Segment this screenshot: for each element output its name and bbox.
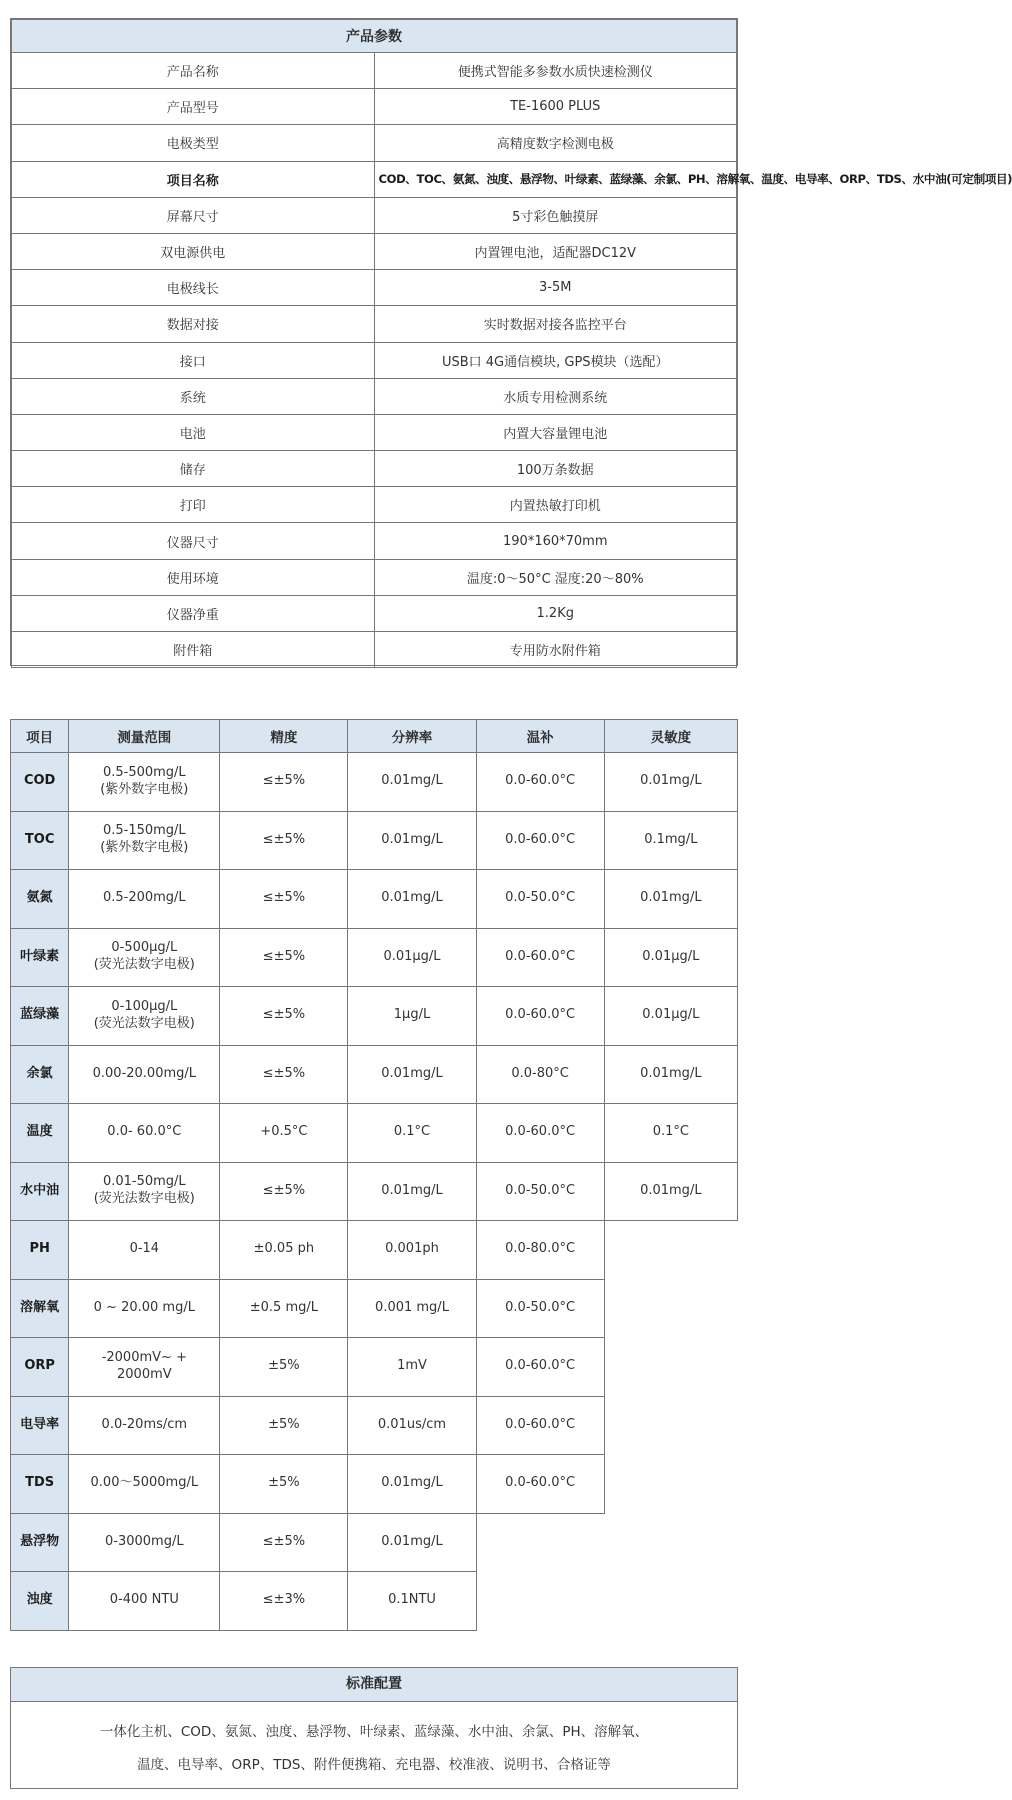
perf-row bbox=[11, 1572, 738, 1631]
perf-range-value: 0 ~ 20.00 mg/L bbox=[93, 1299, 195, 1315]
spec-label: 双电源供电 bbox=[12, 233, 375, 269]
perf-sensitivity: 0.1mg/L bbox=[604, 811, 737, 870]
perf-range bbox=[69, 870, 220, 929]
perf-row bbox=[11, 1279, 738, 1338]
measurement-performance-table bbox=[10, 719, 738, 1631]
spec-value: 内置大容量锂电池 bbox=[374, 414, 737, 450]
perf-range-value: 0-100μg/L bbox=[111, 998, 178, 1014]
spec-label: 打印 bbox=[12, 487, 375, 523]
perf-resolution: 0.01μg/L bbox=[348, 928, 476, 987]
perf-temp-comp: 0.0-50.0°C bbox=[476, 1162, 604, 1221]
perf-temp-comp: 0.0-60.0°C bbox=[476, 1338, 604, 1397]
perf-precision: ≤±5% bbox=[220, 928, 348, 987]
spec-value: 5寸彩色触摸屏 bbox=[374, 197, 737, 233]
spec-value: 内置热敏打印机 bbox=[374, 487, 737, 523]
spec-value: 高精度数字检测电极 bbox=[374, 125, 737, 161]
config-title: 标准配置 bbox=[11, 1668, 737, 1702]
spec-label: 产品名称 bbox=[12, 53, 375, 89]
perf-row bbox=[11, 753, 738, 812]
perf-range bbox=[69, 1104, 220, 1163]
perf-item-name: 温度 bbox=[11, 1104, 69, 1163]
perf-temp-comp: 0.0-60.0°C bbox=[476, 928, 604, 987]
perf-row bbox=[11, 1338, 738, 1397]
perf-empty-cell bbox=[604, 1455, 737, 1514]
config-line-2: 温度、电导率、ORP、TDS、附件便携箱、充电器、校准液、说明书、合格证等 bbox=[137, 1757, 611, 1773]
perf-range bbox=[69, 1338, 220, 1397]
perf-range bbox=[69, 1513, 220, 1572]
spec-row bbox=[12, 125, 737, 161]
perf-sensitivity: 0.1°C bbox=[604, 1104, 737, 1163]
perf-precision: ≤±5% bbox=[220, 811, 348, 870]
spec-label: 仪器尺寸 bbox=[12, 523, 375, 559]
perf-range bbox=[69, 1396, 220, 1455]
spec-label: 系统 bbox=[12, 378, 375, 414]
perf-item-name: 电导率 bbox=[11, 1396, 69, 1455]
perf-range-value: 0-400 NTU bbox=[109, 1592, 179, 1608]
spec-label: 电极线长 bbox=[12, 270, 375, 306]
spec-value: TE-1600 PLUS bbox=[374, 89, 737, 125]
perf-resolution: 0.01mg/L bbox=[348, 870, 476, 929]
perf-range-value: -2000mV~ + 2000mV bbox=[101, 1349, 187, 1382]
spec-row bbox=[12, 233, 737, 269]
perf-temp-comp: 0.0-60.0°C bbox=[476, 1455, 604, 1514]
spec-row bbox=[12, 378, 737, 414]
perf-range-value: 0.5-200mg/L bbox=[102, 890, 186, 906]
perf-sensitivity: 0.01mg/L bbox=[604, 1045, 737, 1104]
perf-item-name: ORP bbox=[11, 1338, 69, 1397]
spec-row bbox=[12, 306, 737, 342]
perf-item-name: PH bbox=[11, 1221, 69, 1280]
perf-row bbox=[11, 928, 738, 987]
perf-temp-comp: 0.0-80°C bbox=[476, 1045, 604, 1104]
perf-row bbox=[11, 987, 738, 1046]
perf-empty-cell bbox=[476, 1513, 604, 1572]
perf-precision: ±0.5 mg/L bbox=[220, 1279, 348, 1338]
perf-range-value: 0.5-500mg/L bbox=[102, 764, 186, 780]
perf-item-name: 氨氮 bbox=[11, 870, 69, 929]
perf-header-range: 测量范围 bbox=[69, 720, 220, 753]
perf-temp-comp: 0.0-60.0°C bbox=[476, 1104, 604, 1163]
spec-value: COD、TOC、氨氮、浊度、悬浮物、叶绿素、蓝绿藻、余氯、PH、溶解氧、温度、电导率、ORP、TDS、水中油(可定制项目) bbox=[374, 161, 737, 197]
perf-range-note: (荧光法数字电极) bbox=[93, 1015, 195, 1031]
perf-precision: ≤±5% bbox=[220, 1045, 348, 1104]
perf-precision: ±0.05 ph bbox=[220, 1221, 348, 1280]
spec-row bbox=[12, 595, 737, 631]
perf-resolution: 0.01us/cm bbox=[348, 1396, 476, 1455]
spec-row bbox=[12, 487, 737, 523]
perf-precision: ≤±5% bbox=[220, 1162, 348, 1221]
spec-value: 190*160*70mm bbox=[374, 523, 737, 559]
perf-item-name: TOC bbox=[11, 811, 69, 870]
perf-header-temp-comp: 温补 bbox=[476, 720, 604, 753]
spec-value: 100万条数据 bbox=[374, 451, 737, 487]
perf-temp-comp: 0.0-60.0°C bbox=[476, 1396, 604, 1455]
perf-temp-comp: 0.0-60.0°C bbox=[476, 811, 604, 870]
perf-row bbox=[11, 1162, 738, 1221]
perf-item-name: 溶解氧 bbox=[11, 1279, 69, 1338]
perf-row bbox=[11, 1396, 738, 1455]
perf-range-value: 0-14 bbox=[129, 1241, 160, 1257]
perf-item-name: 余氯 bbox=[11, 1045, 69, 1104]
perf-range-value: 0.0-20ms/cm bbox=[101, 1416, 188, 1432]
perf-resolution: 0.01mg/L bbox=[348, 1045, 476, 1104]
perf-resolution: 0.01mg/L bbox=[348, 1162, 476, 1221]
spec-row bbox=[12, 559, 737, 595]
spec-row bbox=[12, 523, 737, 559]
perf-sensitivity: 0.01μg/L bbox=[604, 987, 737, 1046]
spec-label: 储存 bbox=[12, 451, 375, 487]
perf-range-note: (荧光法数字电极) bbox=[93, 1191, 195, 1207]
perf-resolution: 0.01mg/L bbox=[348, 753, 476, 812]
product-parameters-section bbox=[10, 18, 1012, 666]
perf-header-sensitivity: 灵敏度 bbox=[604, 720, 737, 753]
perf-empty-cell bbox=[604, 1338, 737, 1397]
perf-empty-cell bbox=[604, 1572, 737, 1631]
perf-header-row bbox=[11, 720, 738, 753]
perf-range bbox=[69, 753, 220, 812]
perf-empty-cell bbox=[604, 1279, 737, 1338]
perf-sensitivity: 0.01mg/L bbox=[604, 870, 737, 929]
standard-configuration-section bbox=[10, 1667, 738, 1789]
perf-empty-cell bbox=[604, 1221, 737, 1280]
spec-value: 1.2Kg bbox=[374, 595, 737, 631]
perf-resolution: 0.01mg/L bbox=[348, 1455, 476, 1514]
perf-item-name: 悬浮物 bbox=[11, 1513, 69, 1572]
perf-resolution: 0.1NTU bbox=[348, 1572, 476, 1631]
perf-row bbox=[11, 1455, 738, 1514]
product-parameters-table bbox=[11, 19, 1012, 668]
config-body bbox=[11, 1702, 737, 1782]
perf-range-note: (荧光法数字电极) bbox=[93, 957, 195, 973]
perf-resolution: 0.001 mg/L bbox=[348, 1279, 476, 1338]
perf-temp-comp: 0.0-60.0°C bbox=[476, 987, 604, 1046]
spec-value: 水质专用检测系统 bbox=[374, 378, 737, 414]
spec-value: 专用防水附件箱 bbox=[374, 632, 737, 668]
perf-range-value: 0.00～5000mg/L bbox=[90, 1475, 199, 1491]
perf-item-name: TDS bbox=[11, 1455, 69, 1514]
spec-value: 3-5M bbox=[374, 270, 737, 306]
perf-resolution: 1mV bbox=[348, 1338, 476, 1397]
perf-row bbox=[11, 1104, 738, 1163]
perf-temp-comp: 0.0-60.0°C bbox=[476, 753, 604, 812]
perf-item-name: COD bbox=[11, 753, 69, 812]
perf-header-precision: 精度 bbox=[220, 720, 348, 753]
spec-label: 仪器净重 bbox=[12, 595, 375, 631]
spec-row bbox=[12, 197, 737, 233]
spec-row bbox=[12, 89, 737, 125]
perf-row bbox=[11, 811, 738, 870]
spec-value: 实时数据对接各监控平台 bbox=[374, 306, 737, 342]
perf-precision: ≤±5% bbox=[220, 753, 348, 812]
perf-precision: ≤±3% bbox=[220, 1572, 348, 1631]
perf-range-value: 0.00-20.00mg/L bbox=[92, 1065, 197, 1081]
perf-precision: ±5% bbox=[220, 1455, 348, 1514]
perf-resolution: 0.01mg/L bbox=[348, 811, 476, 870]
perf-range-value: 0.5-150mg/L bbox=[102, 823, 186, 839]
perf-temp-comp: 0.0-50.0°C bbox=[476, 1279, 604, 1338]
perf-range bbox=[69, 1572, 220, 1631]
perf-sensitivity: 0.01mg/L bbox=[604, 1162, 737, 1221]
perf-resolution: 1μg/L bbox=[348, 987, 476, 1046]
perf-item-name: 浊度 bbox=[11, 1572, 69, 1631]
spec-label: 电极类型 bbox=[12, 125, 375, 161]
perf-range-note: (紫外数字电极) bbox=[100, 840, 189, 856]
perf-range-value: 0-500μg/L bbox=[111, 940, 178, 956]
perf-range bbox=[69, 1045, 220, 1104]
perf-header-resolution: 分辨率 bbox=[348, 720, 476, 753]
perf-range bbox=[69, 1279, 220, 1338]
perf-item-name: 蓝绿藻 bbox=[11, 987, 69, 1046]
perf-range-value: 0-3000mg/L bbox=[105, 1533, 184, 1549]
spec-label: 电池 bbox=[12, 414, 375, 450]
perf-precision: ≤±5% bbox=[220, 1513, 348, 1572]
spec-value: 便携式智能多参数水质快速检测仪 bbox=[374, 53, 737, 89]
perf-row bbox=[11, 1513, 738, 1572]
perf-range bbox=[69, 1162, 220, 1221]
spec-row bbox=[12, 53, 737, 89]
perf-temp-comp: 0.0-50.0°C bbox=[476, 870, 604, 929]
perf-precision: ≤±5% bbox=[220, 987, 348, 1046]
perf-precision: +0.5°C bbox=[220, 1104, 348, 1163]
perf-row bbox=[11, 1045, 738, 1104]
perf-resolution: 0.01mg/L bbox=[348, 1513, 476, 1572]
measurement-performance-section bbox=[10, 719, 738, 1639]
spec-row bbox=[12, 270, 737, 306]
perf-header-item: 项目 bbox=[11, 720, 69, 753]
spec-value: USB口 4G通信模块, GPS模块（选配） bbox=[374, 342, 737, 378]
perf-range bbox=[69, 1221, 220, 1280]
perf-range-note: (紫外数字电极) bbox=[100, 781, 189, 797]
perf-resolution: 0.1°C bbox=[348, 1104, 476, 1163]
spec-label: 项目名称 bbox=[12, 161, 375, 197]
spec-row bbox=[12, 632, 737, 668]
perf-sensitivity: 0.01mg/L bbox=[604, 753, 737, 812]
spec-table-title: 产品参数 bbox=[12, 20, 737, 53]
perf-range bbox=[69, 928, 220, 987]
perf-range bbox=[69, 1455, 220, 1514]
spec-row bbox=[12, 414, 737, 450]
spec-row bbox=[12, 451, 737, 487]
config-line-1: 一体化主机、COD、氨氮、浊度、悬浮物、叶绿素、蓝绿藻、水中油、余氯、PH、溶解氧、 bbox=[99, 1724, 649, 1740]
perf-empty-cell bbox=[604, 1513, 737, 1572]
perf-precision: ±5% bbox=[220, 1338, 348, 1397]
perf-temp-comp: 0.0-80.0°C bbox=[476, 1221, 604, 1280]
spec-value: 温度:0～50°C 湿度:20～80% bbox=[374, 559, 737, 595]
spec-label: 数据对接 bbox=[12, 306, 375, 342]
perf-precision: ≤±5% bbox=[220, 870, 348, 929]
spec-label: 接口 bbox=[12, 342, 375, 378]
spec-label: 产品型号 bbox=[12, 89, 375, 125]
spec-label: 使用环境 bbox=[12, 559, 375, 595]
perf-range-value: 0.0- 60.0°C bbox=[107, 1124, 182, 1140]
perf-empty-cell bbox=[604, 1396, 737, 1455]
perf-empty-cell bbox=[476, 1572, 604, 1631]
perf-range-value: 0.01-50mg/L bbox=[102, 1174, 186, 1190]
perf-item-name: 叶绿素 bbox=[11, 928, 69, 987]
perf-range bbox=[69, 811, 220, 870]
perf-sensitivity: 0.01μg/L bbox=[604, 928, 737, 987]
perf-row bbox=[11, 1221, 738, 1280]
spec-row bbox=[12, 161, 737, 197]
spec-row bbox=[12, 342, 737, 378]
perf-item-name: 水中油 bbox=[11, 1162, 69, 1221]
perf-precision: ±5% bbox=[220, 1396, 348, 1455]
spec-label: 屏幕尺寸 bbox=[12, 197, 375, 233]
spec-label: 附件箱 bbox=[12, 632, 375, 668]
spec-value: 内置锂电池，适配器DC12V bbox=[374, 233, 737, 269]
perf-row bbox=[11, 870, 738, 929]
perf-resolution: 0.001ph bbox=[348, 1221, 476, 1280]
perf-range bbox=[69, 987, 220, 1046]
